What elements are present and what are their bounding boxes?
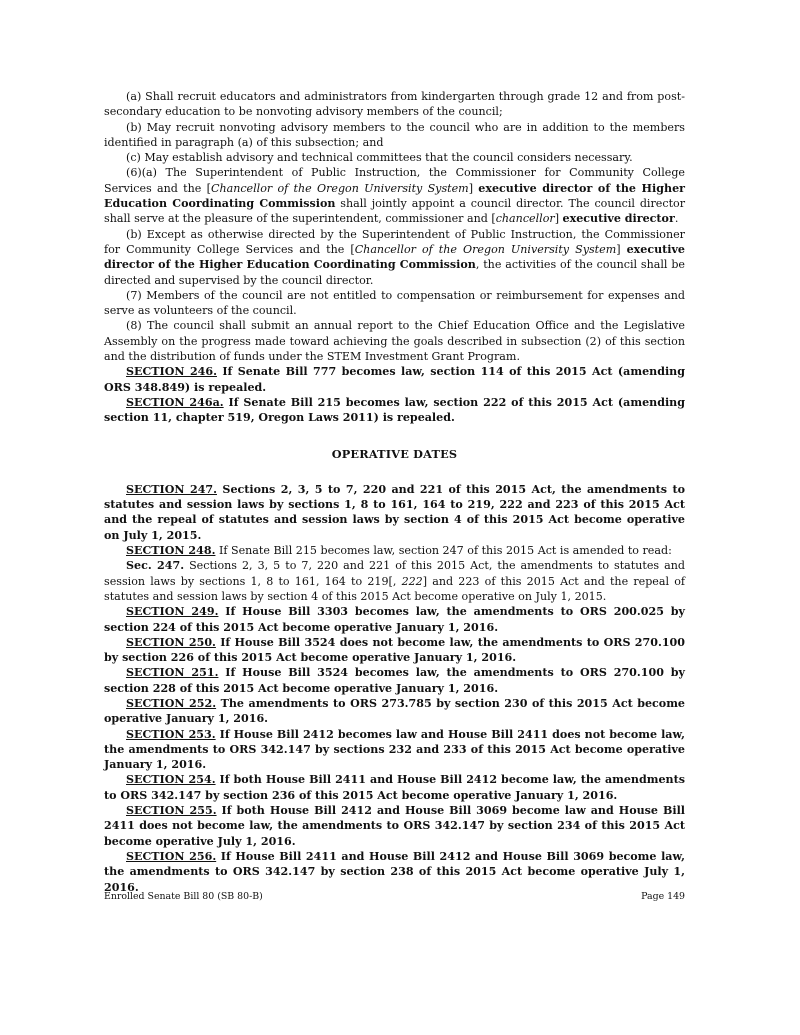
section-label: SECTION 246.: [126, 365, 217, 379]
deleted-text: Chancellor of the Oregon University System: [210, 181, 469, 195]
section-label: SECTION 249.: [126, 605, 219, 619]
section-heading: OPERATIVE DATES: [331, 446, 458, 461]
section-247: SECTION 247. Sections 2, 3, 5 to 7, 220 and 221 of this 2015 Act, the amendments to statutes and session laws by sections 1, 8 to 161, 164 to 219, 222 and 223 of this 2015 Act and the repeal of statutes and session laws by section 4 of this 2015 Act become operative on July 1, 2015.: [104, 482, 685, 542]
sec-label: Sec. 247.: [126, 559, 185, 573]
section-label: SECTION 252.: [126, 696, 217, 710]
added-text: executive director of the Higher Education Coordinating Commission: [104, 242, 685, 272]
section-label: SECTION 256.: [126, 849, 217, 863]
deleted-text: Chancellor of the Oregon University System: [354, 242, 617, 256]
page-footer: [104, 891, 685, 902]
section-256: SECTION 256. If House Bill 2411 and House Bill 2412 and House Bill 3069 become law, the amendments to ORS 342.147 by section 238 of this 2015 Act become operative July 1, 2016.: [104, 849, 685, 894]
section-label: SECTION 254.: [126, 773, 216, 787]
deleted-text: chancellor: [495, 212, 555, 226]
added-text: executive director of the Higher Education Coordinating Commission: [104, 181, 685, 211]
section-label: SECTION 253.: [126, 727, 216, 741]
added-text: executive director: [562, 212, 675, 226]
subsection-7: (7) Members of the council are not entitled to compensation or reimbursement for expenses and serve as volunteers of the council.: [104, 288, 685, 318]
section-253: SECTION 253. If House Bill 2412 becomes law and House Bill 2411 does not become law, the amendments to ORS 342.147 by sections 232 and 233 of this 2015 Act become operative January 1, 2016.: [104, 727, 685, 772]
section-254: SECTION 254. If both House Bill 2411 and House Bill 2412 become law, the amendments to ORS 342.147 by section 236 of this 2015 Act become operative January 1, 2016.: [104, 773, 685, 802]
page-number: Page 149: [641, 891, 685, 902]
subsection-6a: (6)(a) The Superintendent of Public Instruction, the Commissioner for Community College Services and the [Chancellor of the Oregon University System] executive director of the Higher Education Coordinating Commission shall jointly appoint a council director. The council director shall serve at the pleasure of the superintendent, commissioner and [chancellor] executive director.: [104, 166, 686, 226]
section-label: SECTION 251.: [126, 666, 219, 680]
section-249: SECTION 249. If House Bill 3303 becomes law, the amendments to ORS 200.025 by section 224 of this 2015 Act become operative January 1, 2016.: [104, 605, 685, 634]
document-body: [104, 89, 685, 895]
section-label: SECTION 255.: [126, 804, 217, 818]
section-250: SECTION 250. If House Bill 3524 does not become law, the amendments to ORS 270.100 by section 226 of this 2015 Act become operative January 1, 2016.: [104, 635, 685, 665]
bill-name: Enrolled Senate Bill 80 (SB 80-B): [104, 891, 263, 902]
deleted-text: 222: [401, 574, 423, 588]
section-label: SECTION 246a.: [126, 395, 224, 409]
section-252: SECTION 252. The amendments to ORS 273.785 by section 230 of this 2015 Act become operative January 1, 2016.: [104, 696, 685, 726]
section-251: SECTION 251. If House Bill 3524 becomes law, the amendments to ORS 270.100 by section 228 of this 2015 Act become operative January 1, 2016.: [104, 666, 685, 695]
section-246: SECTION 246. If Senate Bill 777 becomes law, section 114 of this 2015 Act (amending ORS 348.849) is repealed.: [104, 365, 685, 394]
paragraph-6-b-recruit: (b) May recruit nonvoting advisory members to the council who are in addition to the members identified in paragraph (a) of this subsection; and: [104, 120, 685, 149]
subsection-6b: (b) Except as otherwise directed by the Superintendent of Public Instruction, the Commissioner for Community College Services and the [Chancellor of the Oregon University System] executive director of the Higher Education Coordinating Commission, the activities of the council shall be directed and supervised by the council director.: [104, 227, 685, 287]
section-255: SECTION 255. If both House Bill 2412 and House Bill 3069 become law and House Bill 2411 does not become law, the amendments to ORS 342.147 by section 234 of this 2015 Act become operative July 1, 2016.: [104, 804, 685, 848]
paragraph-6-c-committees: (c) May establish advisory and technical committees that the council considers necessary.: [126, 151, 633, 165]
subsection-8: (8) The council shall submit an annual report to the Chief Education Office and the Legislative Assembly on the progress made toward achieving the goals described in subsection (2) of this section and the distribution of funds under the STEM Investment Grant Program.: [104, 319, 685, 364]
section-248-amended-text: Sec. 247. Sections 2, 3, 5 to 7, 220 and 221 of this 2015 Act, the amendments to statutes and session laws by sections 1, 8 to 161, 164 to 219[, 222] and 223 of this 2015 Act and the repeal of statutes and session laws by section 4 of this 2015 Act become operative on July 1, 2015.: [104, 559, 685, 603]
section-label: SECTION 247.: [126, 482, 217, 496]
section-246a: SECTION 246a. If Senate Bill 215 becomes law, section 222 of this 2015 Act (amending section 11, chapter 519, Oregon Laws 2011) is repealed.: [104, 395, 685, 425]
section-label: SECTION 248.: [126, 544, 216, 558]
section-label: SECTION 250.: [126, 635, 216, 649]
paragraph-6-a-recruit: (a) Shall recruit educators and administrators from kindergarten through grade 12 and from post-secondary education to be nonvoting advisory members of the council;: [104, 90, 685, 119]
section-248: SECTION 248. If Senate Bill 215 becomes law, section 247 of this 2015 Act is amended to read:: [126, 544, 672, 558]
